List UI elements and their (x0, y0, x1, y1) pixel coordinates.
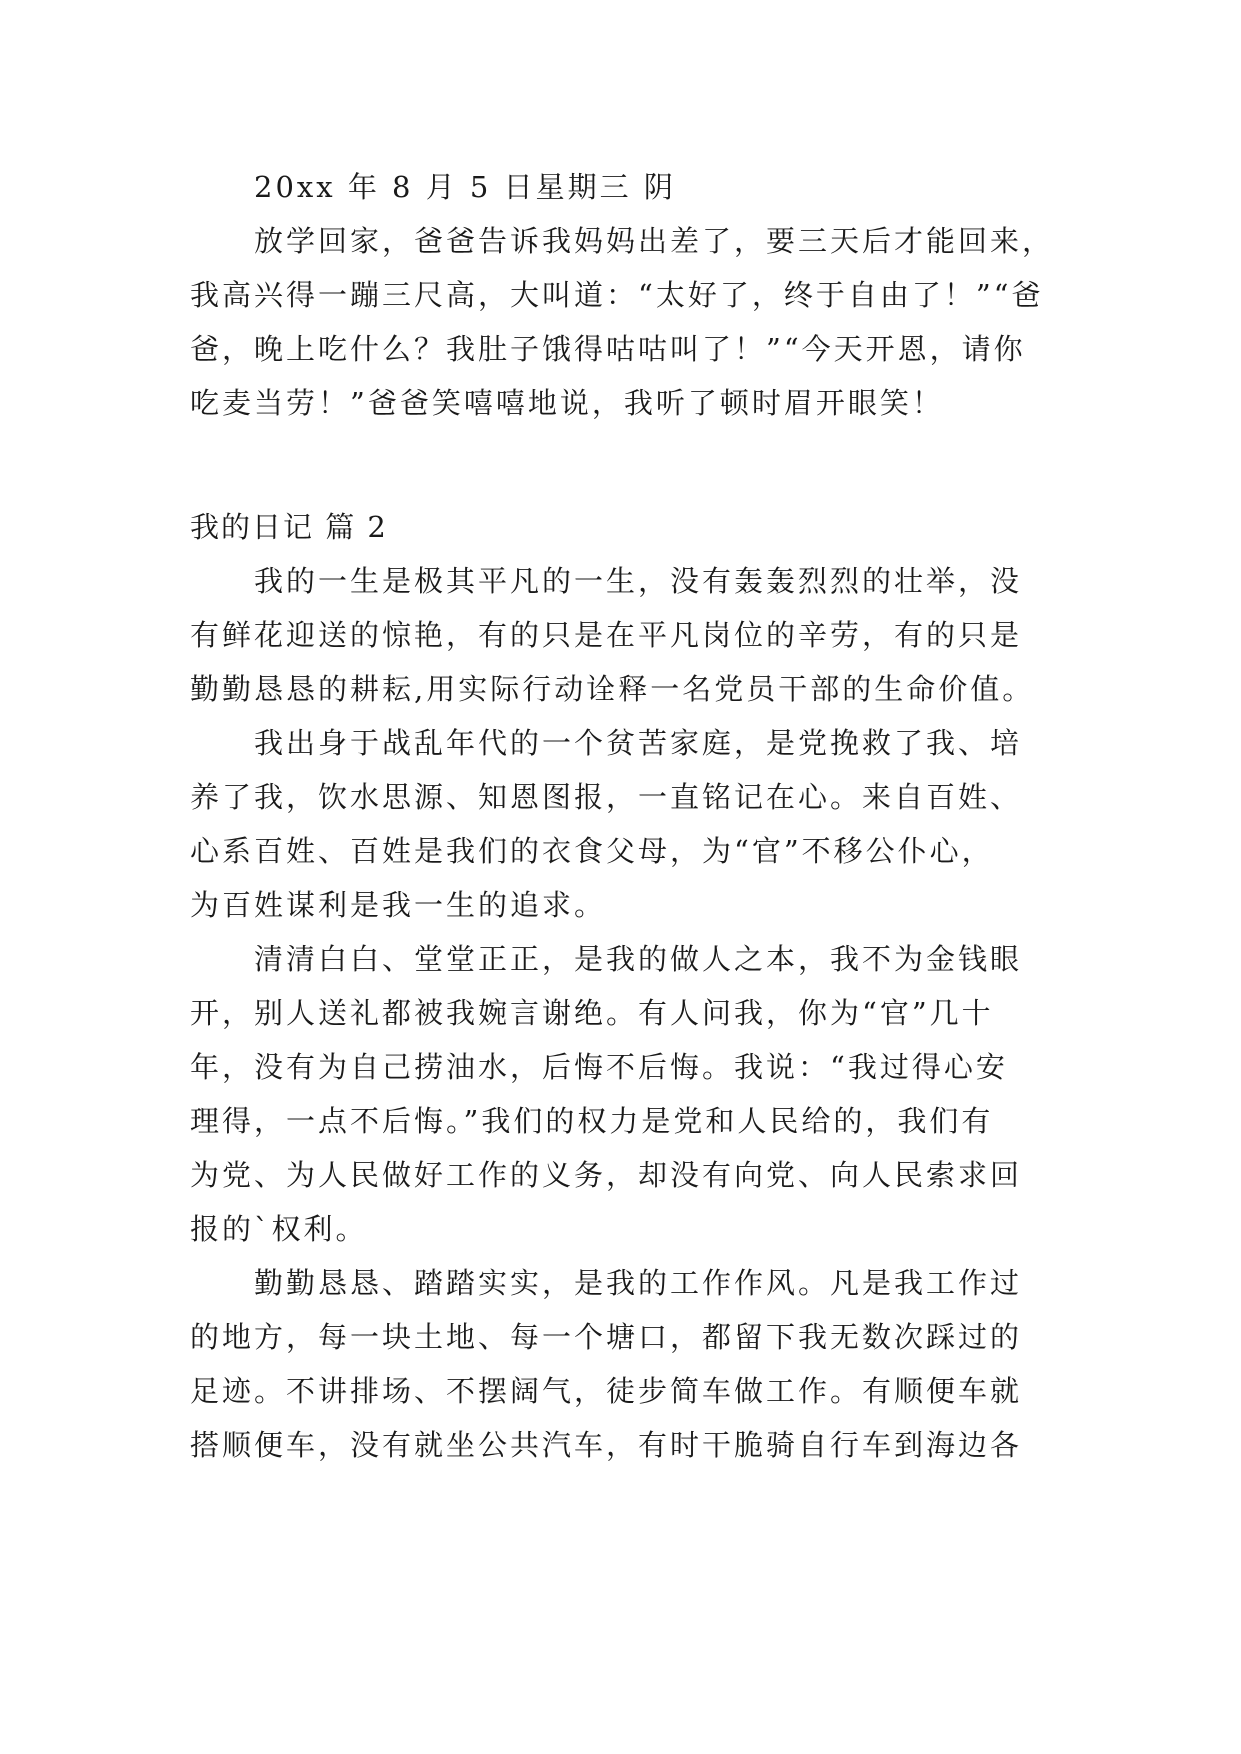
text-line: 养了我，饮水思源、知恩图报，一直铭记在心。来自百姓、 (190, 780, 1023, 814)
text-line: 我的一生是极其平凡的一生，没有轰轰烈烈的壮举，没 (254, 564, 1023, 598)
text-line: 为百姓谋利是我一生的追求。 (190, 888, 607, 922)
text-line: 勤勤恳恳、踏踏实实，是我的工作作风。凡是我工作过 (254, 1266, 1023, 1300)
paragraph (190, 932, 1050, 1256)
document-content (190, 160, 1055, 1472)
text-line: 清清白白、堂堂正正，是我的做人之本，我不为金钱眼 (254, 942, 1023, 976)
text-line: 心系百姓、百姓是我们的衣食父母，为“官”不移公仆心， (190, 834, 994, 868)
text-line: 吃麦当劳！”爸爸笑嘻嘻地说，我听了顿时眉开眼笑！ (190, 386, 944, 420)
text-line: 爸，晚上吃什么？我肚子饿得咕咕叫了！”“今天开恩，请你 (190, 332, 1026, 366)
entry-date-line: 20xx 年 8 月 5 日星期三 阴 (254, 170, 676, 204)
text-line: 有鲜花迎送的惊艳，有的只是在平凡岗位的辛劳，有的只是 (190, 618, 1023, 652)
paragraph (190, 716, 1050, 932)
text-line: 报的`权利。 (190, 1212, 368, 1246)
text-line: 我出身于战乱年代的一个贫苦家庭，是党挽救了我、培 (254, 726, 1023, 760)
text-line: 开，别人送礼都被我婉言谢绝。有人问我，你为“官”几十 (190, 996, 994, 1030)
text-line: 理得，一点不后悔。”我们的权力是党和人民给的，我们有 (190, 1104, 994, 1138)
text-line: 勤勤恳恳的耕耘,用实际行动诠释一名党员干部的生命价值。 (190, 672, 1035, 706)
diary-entry-1 (190, 160, 1055, 430)
text-line: 为党、为人民做好工作的义务，却没有向党、向人民索求回 (190, 1158, 1023, 1192)
text-line: 放学回家，爸爸告诉我妈妈出差了，要三天后才能回来， (254, 224, 1055, 258)
text-line: 年，没有为自己捞油水，后悔不后悔。我说：“我过得心安 (190, 1050, 1008, 1084)
diary-entry-2 (190, 500, 1050, 1472)
text-line: 足迹。不讲排场、不摆阔气，徒步简车做工作。有顺便车就 (190, 1374, 1023, 1408)
paragraph (190, 1256, 1050, 1472)
text-line: 搭顺便车，没有就坐公共汽车，有时干脆骑自行车到海边各 (190, 1428, 1023, 1462)
text-line: 的地方，每一块土地、每一个塘口，都留下我无数次踩过的 (190, 1320, 1023, 1354)
text-line: 我高兴得一蹦三尺高，大叫道：“太好了，终于自由了！”“爸 (190, 278, 1044, 312)
entry-heading: 我的日记 篇 2 (190, 510, 388, 544)
section-spacer (190, 430, 1050, 500)
paragraph (190, 554, 1050, 716)
